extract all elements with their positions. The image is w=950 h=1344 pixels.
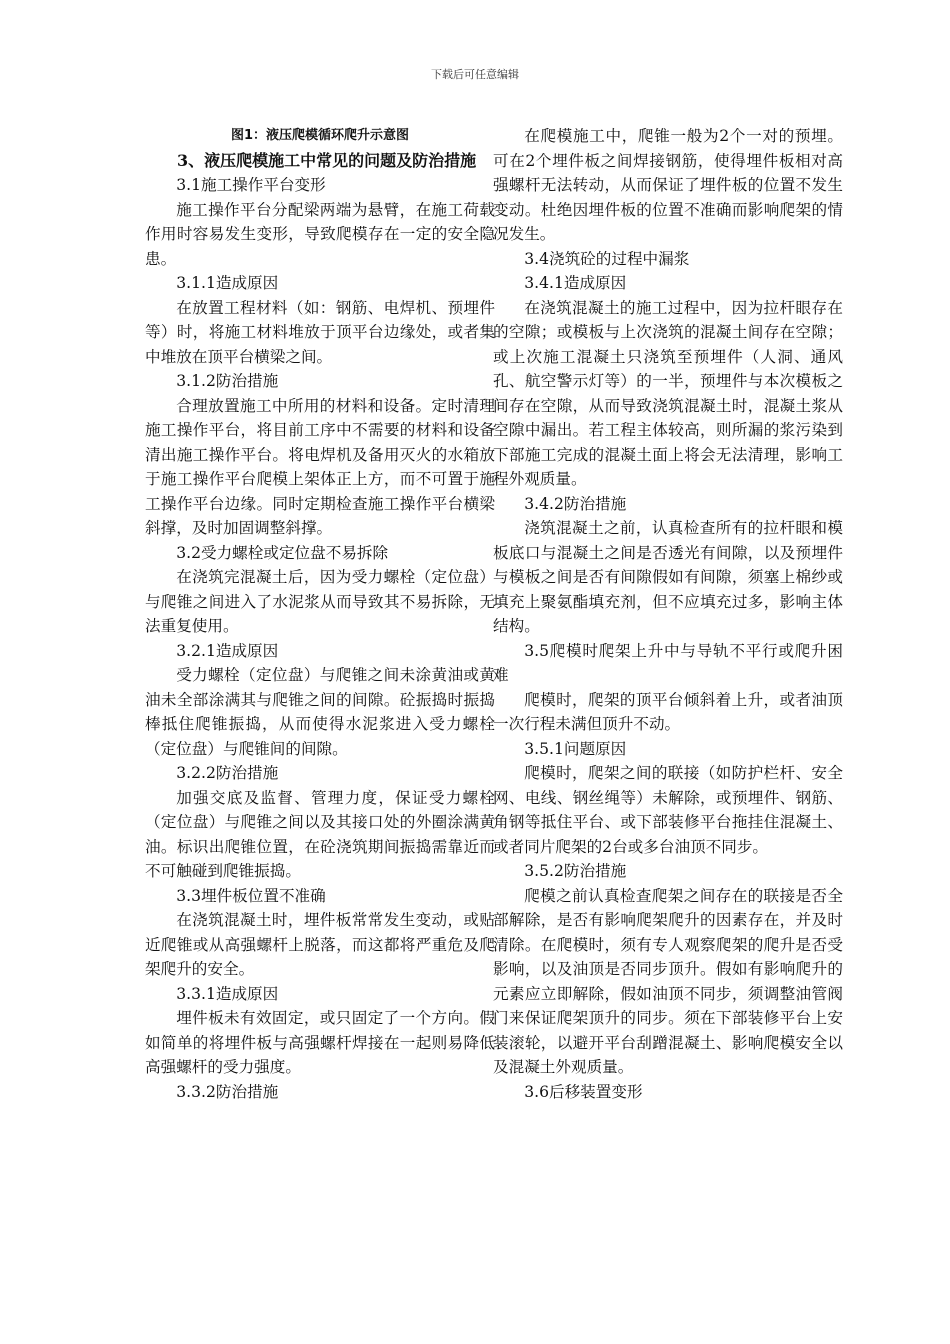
paragraph: 施工操作平台分配梁两端为悬臂，在施工荷载作用时容易发生变形，导致爬模存在一定的安全隐患。 (145, 200, 495, 268)
section-heading: 3.3.2防治措施 (176, 1082, 279, 1101)
paragraph: 爬模时，爬架的顶平台倾斜着上升，或者油顶一次行程未满但顶升不动。 (493, 690, 843, 733)
paragraph: 爬模之前认真检查爬架之间存在的联接是否全部解除，是否有影响爬架爬升的因素存在，并及时清除。在爬模时，须有专人观察爬架的爬升是否受影响，以及油顶是否同步顶升。假如有影响爬升的元素应立即解除，假如油顶不同步，须调整油管阀门来保证爬架顶升的同步。须在下部装修平台上安装滚轮，以避开平台刮蹭混凝土、影响爬模安全以及混凝土外观质量。 (493, 886, 843, 1076)
right-column (493, 124, 843, 1104)
paragraph: 爬模时，爬架之间的联接（如防护栏杆、安全网、电线、钢丝绳等）未解除，或预埋件、钢筋、角钢等抵住平台、或下部装修平台拖挂住混凝土、或者同片爬架的2台或多台油顶不同步。 (493, 764, 843, 856)
paragraph: 受力螺栓（定位盘）与爬锥之间未涂黄油或黄油未全部涂满其与爬锥之间的间隙。砼振捣时振捣棒抵住爬锥振捣，从而使得水泥浆进入受力螺栓（定位盘）与爬锥间的间隙。 (145, 666, 495, 758)
section-heading: 3.3.1造成原因 (176, 984, 279, 1003)
paragraph: 在爬模施工中，爬锥一般为2个一对的预埋。可在2个埋件板之间焊接钢筋，使得埋件板相对高强螺杆无法转动，从而保证了埋件板的位置不发生变动。杜绝因埋件板的位置不准确而影响爬架的情况发生。 (493, 127, 843, 243)
section-heading: 3.1.1造成原因 (176, 274, 279, 292)
section-heading: 3.2.2防治措施 (176, 764, 279, 782)
section-heading: 3.3埋件板位置不准确 (176, 886, 326, 905)
paragraph: 在浇筑混凝土时，埋件板常常发生变动，或贴近爬锥或从高强螺杆上脱落，而这都将严重危及爬架爬升的安全。 (145, 911, 495, 978)
section-heading: 3.5.1问题原因 (524, 739, 627, 758)
section-heading: 3.4.1造成原因 (524, 274, 627, 292)
section-heading: 3.6后移装置变形 (524, 1082, 643, 1101)
paragraph: 在放置工程材料（如：钢筋、电焊机、预埋件等）时，将施工材料堆放于顶平台边缘处，或者集中堆放在顶平台横梁之间。 (145, 298, 495, 366)
paragraph: 浇筑混凝土之前，认真检查所有的拉杆眼和模板底口与混凝土之间是否透光有间隙，以及预埋件与模板之间是否有间隙假如有间隙，须塞上棉纱或填充上聚氨酯填充剂，但不应填充过多，影响主体结构。 (493, 519, 843, 635)
section-heading: 3、液压爬模施工中常见的问题及防治措施 (177, 150, 477, 170)
section-heading: 3.1施工操作平台变形 (176, 176, 326, 194)
section-heading: 3.4浇筑砼的过程中漏浆 (524, 249, 690, 268)
paragraph: 埋件板未有效固定，或只固定了一个方向。假如简单的将埋件板与高强螺杆焊接在一起则易降低高强螺杆的受力强度。 (145, 1009, 495, 1076)
page-header: 下载后可任意编辑 (431, 68, 519, 81)
section-heading: 3.1.2防治措施 (176, 372, 279, 390)
section-heading: 3.4.2防治措施 (524, 494, 627, 513)
section-heading: 3.2.1造成原因 (176, 641, 279, 660)
paragraph: 在浇筑混凝土的施工过程中，因为拉杆眼存在的空隙；或模板与上次浇筑的混凝土间存在空隙；或上次施工混凝土只浇筑至预埋件（人洞、通风孔、航空警示灯等）的一半，预埋件与本次模板之间存在空隙，从而导致浇筑混凝土时，混凝土浆从空隙中漏出。若工程主体较高，则所漏的浆污染到下部施工完成的混凝土面上将会无法清理，影响工程外观质量。 (493, 298, 843, 488)
section-heading: 3.2受力螺栓或定位盘不易拆除 (176, 543, 389, 562)
paragraph: 合理放置施工中所用的材料和设备。定时清理施工操作平台，将目前工序中不需要的材料和设备清出施工操作平台。将电焊机及备用灭火的水箱放于施工操作平台爬模上架体正上方，而不可置于施工操作平台边缘。同时定期检查施工操作平台横梁斜撑，及时加固调整斜撑。 (145, 396, 495, 537)
paragraph: 加强交底及监督、管理力度，保证受力螺栓（定位盘）与爬锥之间以及其接口处的外圈涂满黄油。标识出爬锥位置，在砼浇筑期间振捣需靠近而不可触碰到爬锥振捣。 (145, 788, 495, 880)
paragraph: 在浇筑完混凝土后，因为受力螺栓（定位盘）与爬锥之间进入了水泥浆从而导致其不易拆除，无法重复使用。 (145, 568, 495, 635)
figure-caption: 图1：液压爬模循环爬升示意图 (230, 128, 410, 143)
section-heading: 3.5.2防治措施 (524, 862, 627, 880)
section-heading: 3.5爬模时爬架上升中与导轨不平行或爬升困难 (493, 641, 843, 684)
left-column (145, 124, 495, 1104)
